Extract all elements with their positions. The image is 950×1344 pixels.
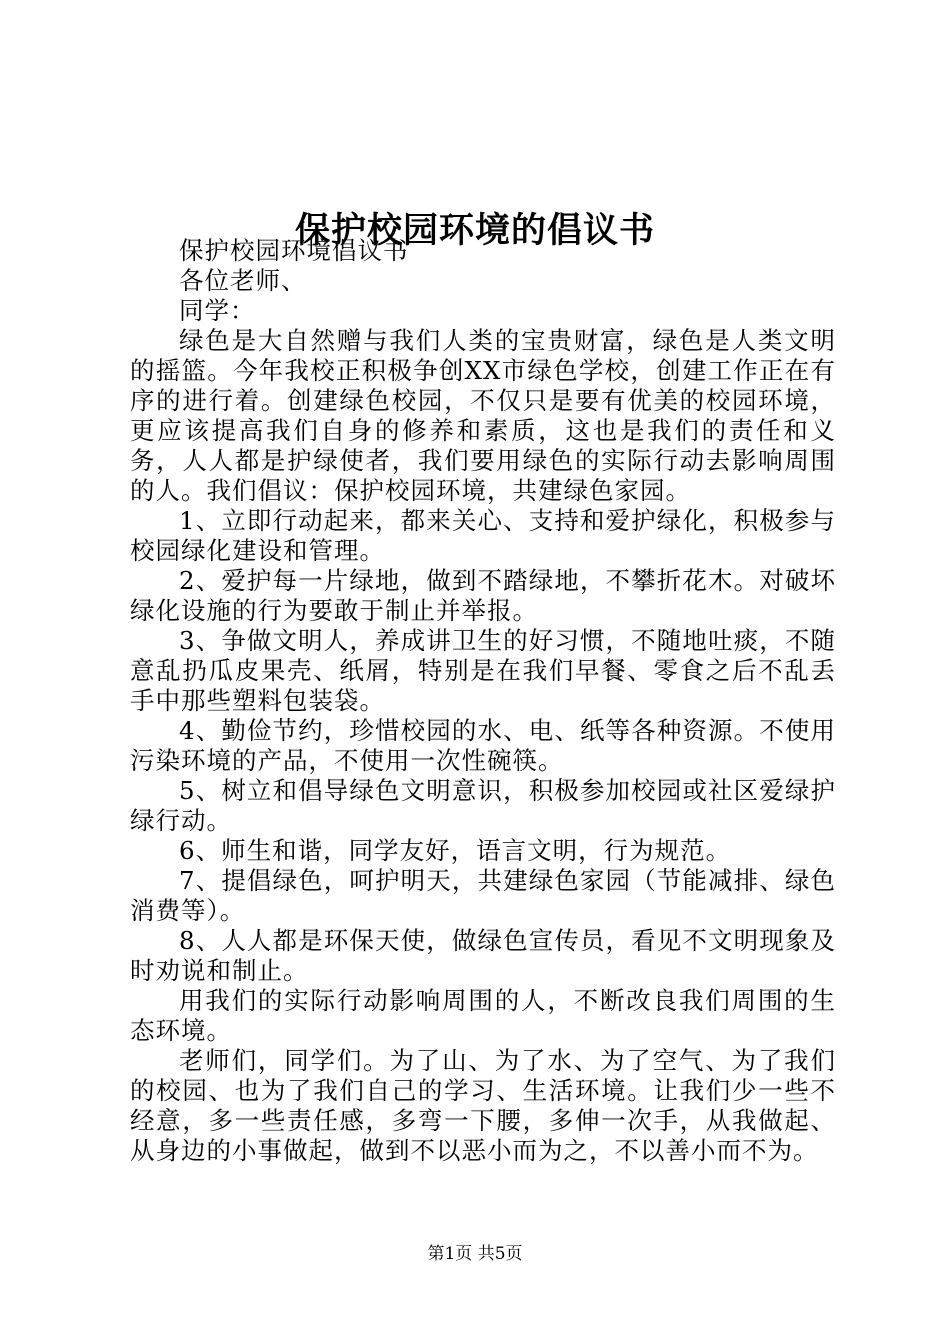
- paragraph-closing: 老师们，同学们。为了山、为了水、为了空气、为了我们的校园、也为了我们自己的学习、生活环境。让我们少一些不经意，多一些责任感，多弯一下腰，多伸一次手，从我做起、从身边的小事做起，做到不以恶小而为之，不以善小而不为。: [130, 1046, 836, 1165]
- paragraph-item-6: 6、师生和谐，同学友好，语言文明，行为规范。: [179, 836, 732, 865]
- paragraph-item-2: 2、爱护每一片绿地，做到不踏绿地，不攀折花木。对破坏绿化设施的行为要敢于制止并举报。: [130, 566, 836, 625]
- paragraph-subtitle: 保护校园环境倡议书: [179, 236, 409, 265]
- paragraph-item-8: 8、人人都是环保天使，做绿色宣传员，看见不文明现象及时劝说和制止。: [130, 926, 836, 985]
- paragraph-item-1: 1、立即行动起来，都来关心、支持和爱护绿化，积极参与校园绿化建设和管理。: [130, 506, 836, 565]
- document-title: 保护校园环境的倡议书: [294, 210, 655, 252]
- page-number-footer: 第1页 共5页: [427, 1244, 523, 1264]
- paragraph-action: 用我们的实际行动影响周围的人，不断改良我们周围的生态环境。: [130, 986, 836, 1045]
- paragraph-item-3: 3、争做文明人，养成讲卫生的好习惯，不随地吐痰，不随意乱扔瓜皮果壳、纸屑，特别是在我们早餐、零食之后不乱丢手中那些塑料包装袋。: [130, 626, 836, 715]
- paragraph-item-5: 5、树立和倡导绿色文明意识，积极参加校园或社区爱绿护绿行动。: [130, 776, 836, 835]
- paragraph-item-7: 7、提倡绿色，呵护明天，共建绿色家园（节能减排、绿色消费等）。: [130, 866, 836, 925]
- paragraph-item-4: 4、勤俭节约，珍惜校园的水、电、纸等各种资源。不使用污染环境的产品，不使用一次性碗筷。: [130, 716, 836, 775]
- document-body: [130, 236, 836, 1166]
- paragraph-intro: 绿色是大自然赠与我们人类的宝贵财富，绿色是人类文明的摇篮。今年我校正积极争创XX市绿色学校，创建工作正在有序的进行着。创建绿色校园，不仅只是要有优美的校园环境，更应该提高我们自身的修养和素质，这也是我们的责任和义务，人人都是护绿使者，我们要用绿色的实际行动去影响周围的人。我们倡议：保护校园环境，共建绿色家园。: [130, 326, 836, 505]
- paragraph-salutation-students: 同学：: [179, 296, 256, 325]
- paragraph-salutation-teachers: 各位老师、: [179, 266, 307, 295]
